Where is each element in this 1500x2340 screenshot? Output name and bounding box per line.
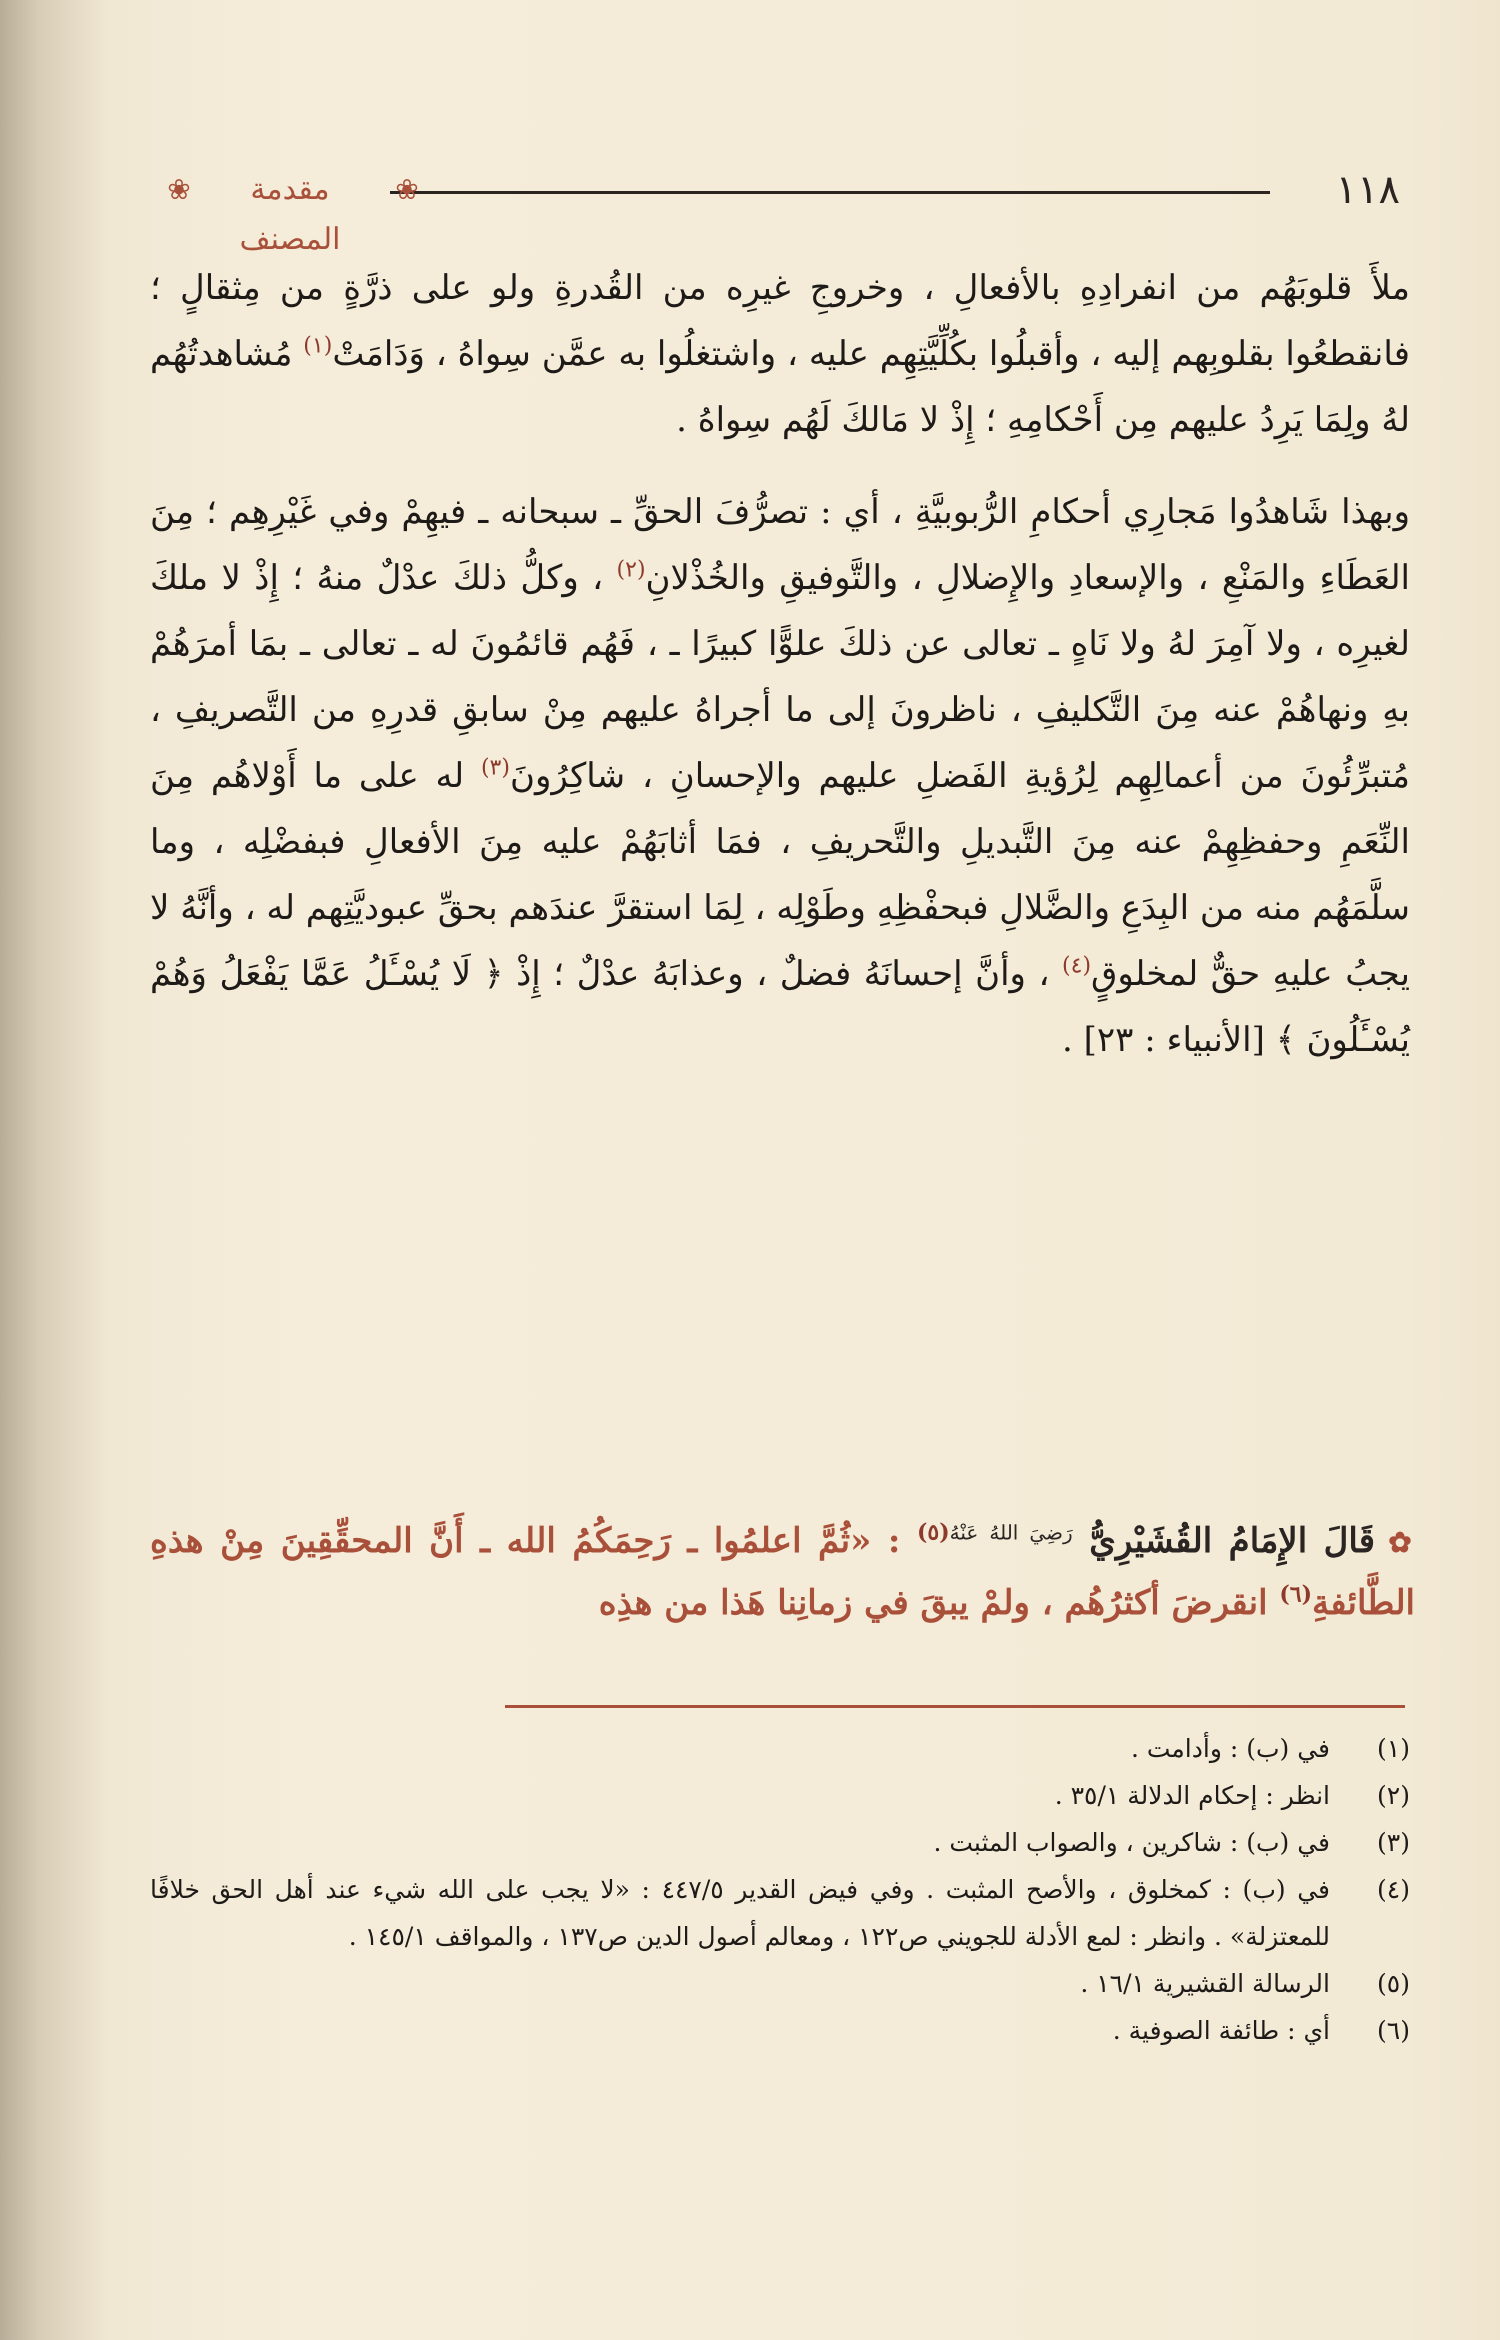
footnote-text: انظر : إحكام الدلالة ٣٥/١ . — [1054, 1781, 1330, 1810]
paragraph-1 — [150, 255, 1410, 453]
footnote-ref-4[interactable]: (٤) — [1062, 953, 1092, 979]
page-header — [100, 165, 1400, 257]
footnote-separator — [505, 1705, 1405, 1708]
quran-verse: ﴿ لَا يُسْـَٔلُ عَمَّا يَفْعَلُ وَهُمْ يُسْـَٔلُونَ ﴾ — [150, 954, 1410, 1060]
footnote-ref-1[interactable]: (١) — [303, 333, 333, 359]
header-rule — [390, 191, 1270, 194]
footnote — [150, 1772, 1410, 1819]
text-run: له على ما أَوْلاهُم مِنَ النِّعَمِ وحفظِهِمْ عنه مِنَ التَّبديلِ والتَّحريفِ ، فمَا أثابَهُمْ عليه مِنَ الأفعالِ فبفضْلِه ، وما سلَّمَهُم منه من البِدَعِ والضَّلالِ فبحفْظِهِ وطَوْلِه ، لِمَا استقرَّ عندَهم بحقِّ عبوديَّتِهم له ، وأنَّهُ لا يجبُ عليهِ حقٌّ لمخلوقٍ — [150, 756, 1411, 994]
quote-text: : «ثُمَّ اعلمُوا ـ رَحِمَكُمُ الله ـ أَنَّ المحقِّقِينَ مِنْ هذهِ الطَّائفةِ — [150, 1521, 1415, 1623]
footnote-text: في (ب) : وأدامت . — [1130, 1734, 1330, 1763]
footnote-ref-2[interactable]: (٢) — [616, 557, 646, 583]
running-title: مقدمة المصنف — [239, 172, 341, 257]
footnote-ref-3[interactable]: (٣) — [480, 755, 510, 781]
footnote-number: (١) — [1377, 1734, 1410, 1763]
quoted-text — [150, 1510, 1415, 1634]
footnote-number: (٤) — [1377, 1875, 1410, 1904]
main-text — [150, 255, 1410, 1099]
text-run: وبهذا شَاهدُوا مَجارِي أحكامِ الرُّبوبيَّةِ ، أي : تصرُّفَ الحقِّ ـ سبحانه ـ فيهِمْ وفي غَيْرِهِم ؛ مِنَ العَطَاءِ والمَنْعِ ، والإسعادِ والإِضلالِ ، والتَّوفيقِ والخُذْلانِ — [150, 492, 1410, 598]
footnote — [150, 2007, 1410, 2054]
footnote — [150, 1725, 1410, 1772]
speaker: قَالَ الإِمَامُ القُشَيْرِيُّ — [1089, 1521, 1375, 1561]
verse-reference: [الأنبياء : ٢٣] . — [1061, 1020, 1265, 1060]
footnote — [150, 1866, 1410, 1960]
footnote-text: الرسالة القشيرية ١٦/١ . — [1080, 1969, 1330, 1998]
footnote-number: (٥) — [1377, 1969, 1410, 1998]
quote-text: انقرضَ أكثرُهُم ، ولمْ يبقَ في زمانِنا هَذا من هذِه — [598, 1583, 1268, 1623]
footnote-number: (٣) — [1377, 1828, 1410, 1857]
text-run: مُشاهدتُهُم لهُ ولِمَا يَرِدُ عليهم مِن أَحْكامِهِ ؛ إِذْ لا مَالكَ لَهُم سِواهُ . — [150, 334, 1410, 440]
footnote-text: في (ب) : شاكرين ، والصواب المثبت . — [933, 1828, 1330, 1857]
footnote-text: أي : طائفة الصوفية . — [1112, 2016, 1330, 2045]
floral-ornament-icon: ❀ — [395, 173, 419, 206]
text-run: ، وكلُّ ذلكَ عدْلٌ منهُ ؛ إِذْ لا ملكَ لغيرِه ، ولا آمِرَ لهُ ولا نَاهٍ ـ تعالى عن ذلكَ علوًّا كبيرًا ـ ، فَهُم قائمُونَ له ـ تعالى ـ بمَا أمرَهُمْ بهِ ونهاهُمْ عنه مِنَ التَّكليفِ ، ناظرونَ إلى ما أجراهُ عليهم مِنْ سابقِ قدرِهِ من التَّصريفِ ، مُتبرِّئُونَ من أعمالِهِم لِرُؤيةِ الفَضلِ عليهم والإحسانِ ، شاكِرُونَ — [150, 558, 1411, 796]
honorific: رَضِيَ اللهُ عَنْهُ — [949, 1520, 1073, 1545]
text-run: ملأَ قلوبَهُم من انفرادِهِ بالأفعالِ ، وخروجِ غيرِه من القُدرةِ ولو على ذرَّةٍ من مِثقالٍ ؛ فانقطعُوا بقلوبِهم إليه ، وأقبلُوا بكُلِّيَّتِهِم عليه ، واشتغلُوا به عمَّن سِواهُ ، وَدَامَتْ — [150, 268, 1410, 374]
text-run: ، وأنَّ إحسانَهُ فضلٌ ، وعذابَهُ عدْلٌ ؛ إِذْ — [516, 954, 1050, 994]
footnote — [150, 1819, 1410, 1866]
floral-ornament-icon: ❀ — [167, 173, 191, 206]
page-number: ١١٨ — [1335, 167, 1400, 213]
footnote-ref-5[interactable]: (٥) — [916, 1519, 950, 1546]
paragraph-2 — [150, 479, 1410, 1073]
footnote-ref-6[interactable]: (٦) — [1279, 1581, 1313, 1608]
footnote-text: في (ب) : كمخلوق ، والأصح المثبت . وفي فيض القدير ٤٤٧/٥ : «لا يجب على الله شيء عند أهل الحق خلافًا للمعتزلة» . وانظر : لمع الأدلة للجويني ص١٢٢ ، ومعالم أصول الدين ص١٣٧ ، والمواقف ١٤٥/١ . — [150, 1875, 1330, 1951]
footnote — [150, 1960, 1410, 2007]
footnote-number: (٦) — [1377, 2016, 1410, 2045]
flower-icon: ✿ — [1388, 1526, 1412, 1559]
footnotes — [150, 1725, 1410, 2054]
footnote-number: (٢) — [1377, 1781, 1410, 1810]
